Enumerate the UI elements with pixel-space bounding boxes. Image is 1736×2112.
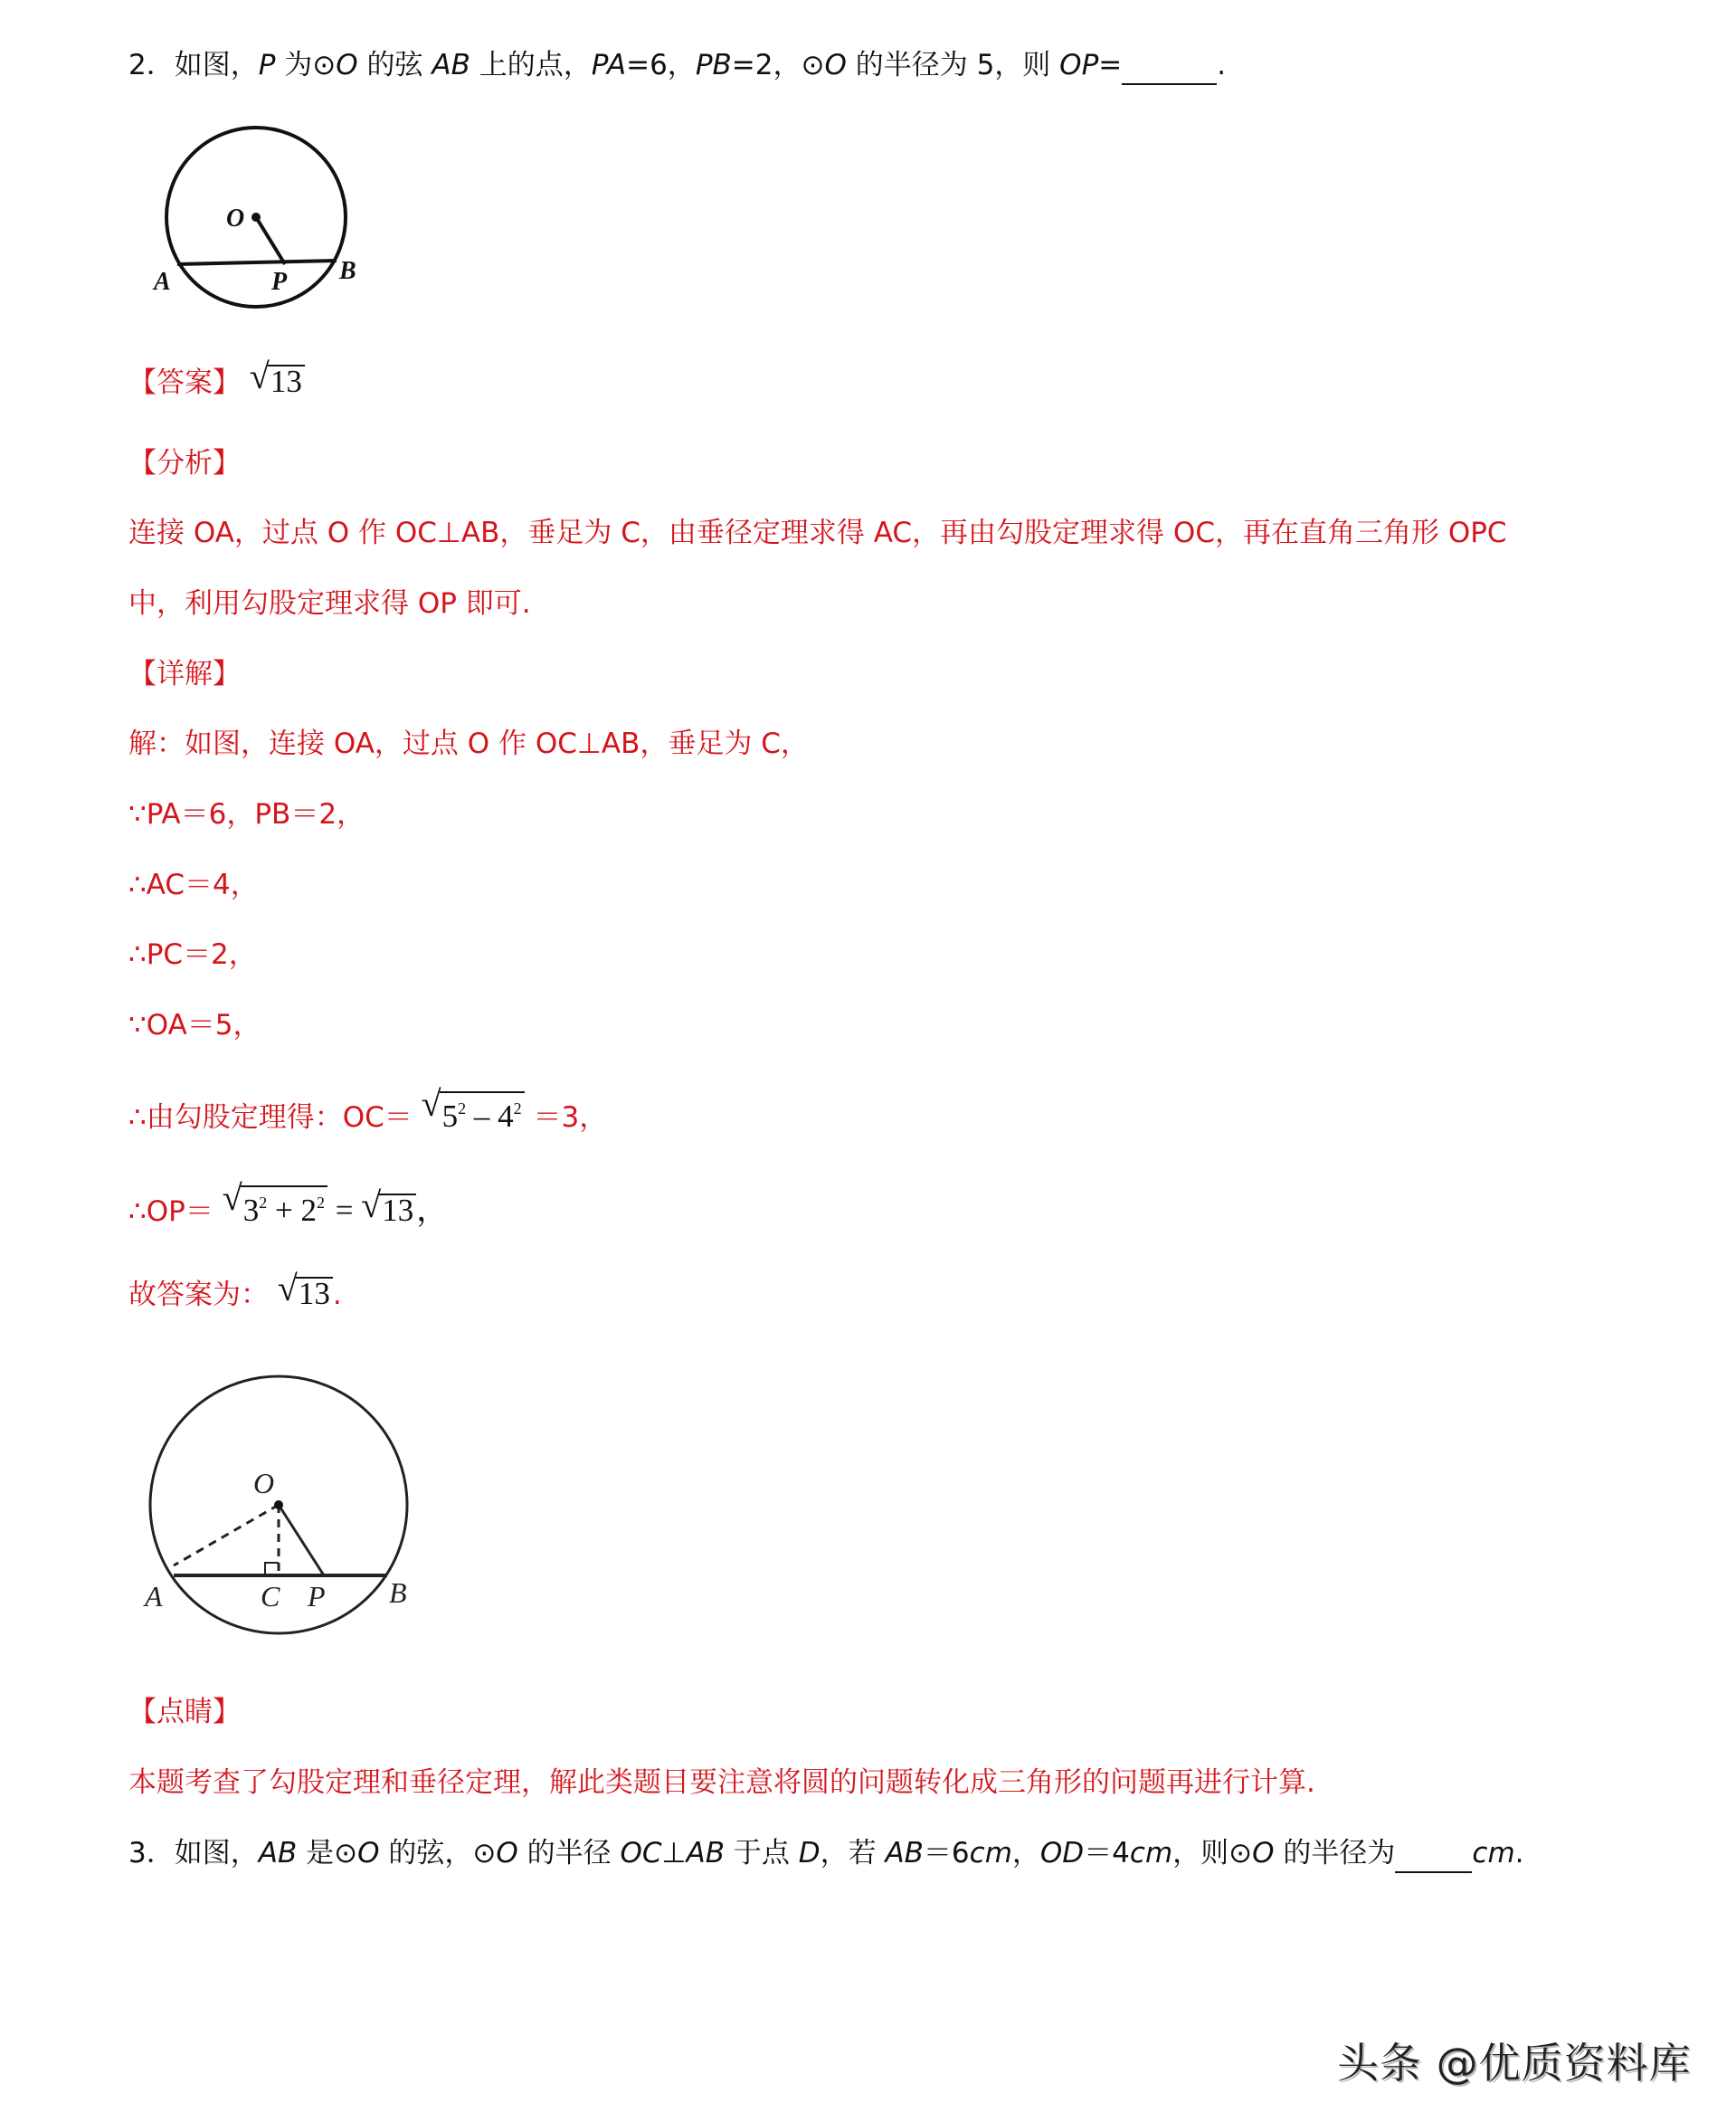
q-var: PA [591,49,627,81]
q-text: =2，⊙ [731,49,825,81]
analysis-line-2: 中，利用勾股定理求得 OP 即可. [128,587,531,620]
step-text: 故答案为： [128,1279,269,1311]
question-2 [128,47,1226,85]
q-text: =6， [626,49,696,81]
label-b: B [339,257,356,285]
q-var: OC [620,1837,662,1869]
q-text: 为⊙ [275,49,337,81]
q-var: P [258,49,276,81]
q-var: AB [686,1837,725,1869]
q-text: 的弦，⊙ [379,1837,497,1869]
q-var: AB [885,1837,924,1869]
step-text: ∴OP＝ [128,1195,213,1228]
q-text: 上的点， [470,49,592,81]
q-var: D [798,1837,821,1869]
q-text: . [1514,1837,1524,1869]
radicand: 13 [296,1277,333,1309]
q-text: ，若 [820,1837,886,1869]
comment-text: 本题考查了勾股定理和垂径定理，解此类题目要注意将圆的问题转化成三角形的问题再进行计算. [128,1766,1315,1799]
q-text: 的弦 [357,49,432,81]
q-var: O [336,49,358,81]
label-c: C [261,1580,280,1613]
q-var: O [357,1837,380,1869]
solution-step: ∴AC＝4， [128,869,259,901]
q-text: 是⊙ [297,1837,358,1869]
answer-blank [1395,1835,1472,1873]
q-text: = [1098,49,1123,81]
op-result-sqrt: √ 13 [361,1193,416,1229]
final-sqrt: √ 13 [278,1276,333,1312]
operator: – [466,1099,498,1134]
answer-line [128,356,305,401]
solution-step: ∵OA＝5， [128,1009,261,1042]
q-text: ＝6 [923,1837,970,1869]
q-text: 于点 [724,1837,799,1869]
analysis-line-1: 连接 OA，过点 O 作 OC⊥AB，垂足为 C，由垂径定理求得 AC，再由勾股定理求得 OC，再在直角三角形 OPC [128,517,1507,549]
operator: = [327,1193,362,1228]
solution-op [128,1177,449,1230]
radicand: 13 [268,365,305,397]
label-b: B [389,1576,407,1609]
q-text: ， [1011,1837,1040,1869]
base: 5 [441,1099,459,1134]
q-text: ＝4 [1084,1837,1130,1869]
operator: + [267,1193,301,1228]
q-var: AB [432,49,470,81]
q-var: PB [695,49,732,81]
q-text: ，则⊙ [1172,1837,1253,1869]
step-text: ∴由勾股定理得：OC＝ [128,1101,413,1134]
q-text: 如图， [174,49,259,81]
q-text: 的半径为 5，则 [846,49,1060,81]
q-unit: cm [1129,1837,1173,1869]
exponent: 2 [316,1194,325,1212]
solution-step: 解：如图，连接 OA，过点 O 作 OC⊥AB，垂足为 C， [128,728,809,760]
q-var: AB [258,1837,298,1869]
q-unit: cm [969,1837,1012,1869]
label-a: A [154,268,171,296]
label-a: A [145,1580,163,1613]
q-var: OP [1059,49,1099,81]
answer-sqrt: √ 13 [250,364,305,400]
base: 4 [498,1099,514,1134]
radicand: 13 [379,1194,416,1226]
oc-sqrt: √ $5^2 - 4^2$ [422,1091,525,1135]
label-o: O [253,1467,275,1499]
answer-blank [1122,47,1217,85]
q-var: O [1252,1837,1275,1869]
q-text: . [1217,49,1227,81]
figure-1-circle-diagram [145,118,380,326]
exponent: 2 [458,1099,467,1118]
step-text: . [332,1279,342,1311]
figure-2-circle-diagram [136,1362,443,1647]
watermark: 头条 @优质资料库 [1337,2039,1692,2088]
label-o: O [226,205,245,233]
question-number: 2． [128,49,175,81]
q-var: O [496,1837,518,1869]
solution-step: ∴PC＝2， [128,938,257,971]
q-text: ⊥ [661,1837,687,1869]
solution-label: 【详解】 [128,658,241,690]
exponent: 2 [513,1099,522,1118]
base: 3 [242,1193,260,1228]
q-var: OD [1039,1837,1085,1869]
q-unit: cm [1472,1837,1515,1869]
label-p: P [271,268,288,296]
step-text: ， [416,1193,449,1228]
step-text: ＝3， [533,1101,608,1134]
solution-step: ∵PA＝6，PB＝2， [128,798,365,831]
question-3 [128,1835,1524,1873]
q-text: 的半径 [517,1837,621,1869]
op-sqrt: √ $3^2 + 2^2$ [223,1185,327,1229]
solution-final [128,1268,342,1313]
q-var: O [824,49,847,81]
q-text: 如图， [174,1837,259,1869]
exponent: 2 [259,1194,268,1212]
comment-label: 【点睛】 [128,1696,241,1728]
q-text: 的半径为 [1274,1837,1396,1869]
base: 2 [300,1193,317,1228]
solution-oc [128,1083,608,1136]
analysis-label: 【分析】 [128,447,241,480]
label-p: P [308,1580,326,1613]
question-number: 3． [128,1837,175,1869]
answer-label: 【答案】 [128,366,241,399]
